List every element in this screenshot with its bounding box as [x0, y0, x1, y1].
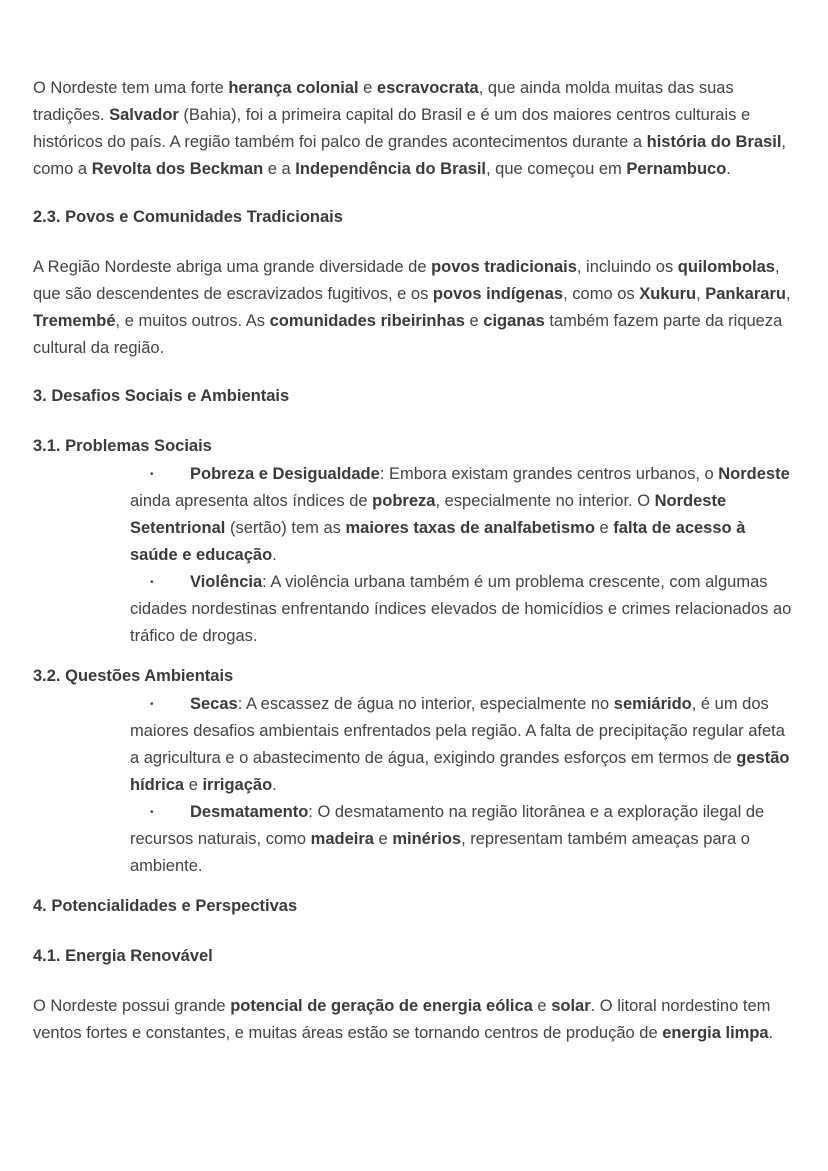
body-text: : A escassez de água no interior, especialmente no — [237, 695, 614, 713]
bold-text: Revolta dos Beckman — [91, 160, 264, 178]
bold-text: minérios — [392, 830, 462, 848]
section-heading — [33, 433, 795, 460]
bold-text: energia limpa — [662, 1024, 769, 1042]
bold-text: solar — [551, 997, 591, 1015]
bold-text: Desmatamento — [190, 803, 309, 821]
body-text: e a — [263, 160, 296, 178]
bullet-icon: • — [150, 807, 154, 818]
bold-text: história do Brasil — [646, 133, 782, 151]
section-heading-text: 3. Desafios Sociais e Ambientais — [33, 387, 290, 405]
bold-text: Violência — [190, 573, 263, 591]
body-text: O Nordeste possui grande — [33, 997, 231, 1015]
list-item — [130, 799, 795, 880]
body-text: , como a — [33, 133, 786, 178]
bold-text: escravocrata — [376, 79, 479, 97]
bold-text: pobreza — [372, 492, 436, 510]
body-text: e — [184, 776, 203, 794]
body-text: A Região Nordeste abriga uma grande diversidade de — [33, 258, 432, 276]
bold-text: Salvador — [109, 106, 179, 124]
list-item — [130, 569, 795, 650]
bold-text: comunidades ribeirinhas — [269, 312, 465, 330]
body-text: e — [464, 312, 484, 330]
body-text: , que começou em — [486, 160, 627, 178]
body-text: , que são descendentes de escravizados fugitivos, e os — [33, 258, 780, 303]
paragraph — [33, 993, 795, 1047]
body-text: , é um dos maiores desafios ambientais enfrentados pela região. A falta de precipitação regular afeta a agricultura e o abastecimento de água, exigindo grandes esforços em termos de — [130, 695, 785, 767]
bold-text: Pankararu — [705, 285, 786, 303]
bold-text: potencial de geração de energia eólica — [230, 997, 533, 1015]
body-text: : A violência urbana também é um problema crescente, com algumas cidades nordestinas enfrentando índices elevados de homicídios e crimes relacionados ao tráfico de drogas. — [130, 573, 792, 645]
body-text: O Nordeste tem uma forte — [33, 79, 229, 97]
body-text: , que ainda molda muitas das suas tradições. — [33, 79, 734, 124]
section-heading-text: 2.3. Povos e Comunidades Tradicionais — [33, 208, 343, 226]
list-item — [130, 461, 795, 569]
body-text: . — [272, 776, 277, 794]
bullet-icon: • — [150, 699, 154, 710]
bullet-icon: • — [150, 577, 154, 588]
body-text: : O desmatamento na região litorânea e a exploração ilegal de recursos naturais, como — [130, 803, 765, 848]
body-text: , e muitos outros. As — [115, 312, 270, 330]
section-heading — [33, 204, 795, 231]
body-text: . O litoral nordestino tem ventos fortes e constantes, e muitas áreas estão se tornando centros de produção de — [33, 997, 771, 1042]
body-text: e — [594, 519, 614, 537]
bullet-list — [33, 691, 795, 880]
bold-text: Secas — [190, 695, 238, 713]
body-text: . — [272, 546, 277, 564]
body-text: , como os — [563, 285, 640, 303]
section-heading — [33, 943, 795, 970]
body-text: , — [785, 285, 791, 303]
bold-text: gestão hídrica — [130, 749, 790, 794]
body-text: (Bahia), foi a primeira capital do Brasil e é um dos maiores centros culturais e históricos do país. A região também foi palco de grandes acontecimentos durante a — [33, 106, 751, 151]
body-text: e — [373, 830, 393, 848]
bold-text: Nordeste Setentrional — [130, 492, 727, 537]
paragraph — [33, 254, 795, 362]
body-text: , representam também ameaças para o ambiente. — [130, 830, 750, 875]
bold-text: herança colonial — [228, 79, 359, 97]
bold-text: Pobreza e Desigualdade — [190, 465, 380, 483]
bold-text: Independência do Brasil — [295, 160, 487, 178]
bold-text: Xukuru — [639, 285, 697, 303]
body-text: , especialmente no interior. O — [435, 492, 655, 510]
bold-text: semiárido — [613, 695, 692, 713]
section-heading-text: 4.1. Energia Renovável — [33, 947, 213, 965]
body-text: , incluindo os — [576, 258, 678, 276]
body-text: ainda apresenta altos índices de — [130, 492, 373, 510]
section-heading — [33, 383, 795, 410]
document-content — [33, 75, 795, 1047]
section-heading-text: 3.1. Problemas Sociais — [33, 437, 212, 455]
section-heading-text: 3.2. Questões Ambientais — [33, 667, 234, 685]
bullet-icon: • — [150, 469, 154, 480]
section-heading — [33, 663, 795, 690]
body-text: e — [358, 79, 377, 97]
bold-text: povos tradicionais — [431, 258, 577, 276]
body-text: : Embora existam grandes centros urbanos, o — [379, 465, 719, 483]
bold-text: ciganas — [483, 312, 545, 330]
body-text: também fazem parte da riqueza cultural da região. — [33, 312, 783, 357]
bullet-list — [33, 461, 795, 650]
bold-text: madeira — [310, 830, 374, 848]
bold-text: Pernambuco — [626, 160, 727, 178]
paragraph — [33, 75, 795, 183]
bold-text: quilombolas — [677, 258, 775, 276]
bold-text: povos indígenas — [432, 285, 564, 303]
section-heading — [33, 893, 795, 920]
body-text: , — [696, 285, 706, 303]
section-heading-text: 4. Potencialidades e Perspectivas — [33, 897, 298, 915]
body-text: . — [768, 1024, 774, 1042]
body-text: e — [532, 997, 552, 1015]
list-item — [130, 691, 795, 799]
bold-text: irrigação — [202, 776, 273, 794]
bold-text: falta de acesso à saúde e educação — [130, 519, 746, 564]
body-text: . — [726, 160, 731, 178]
body-text: (sertão) tem as — [225, 519, 346, 537]
bold-text: maiores taxas de analfabetismo — [345, 519, 595, 537]
bold-text: Tremembé — [33, 312, 116, 330]
bold-text: Nordeste — [718, 465, 790, 483]
